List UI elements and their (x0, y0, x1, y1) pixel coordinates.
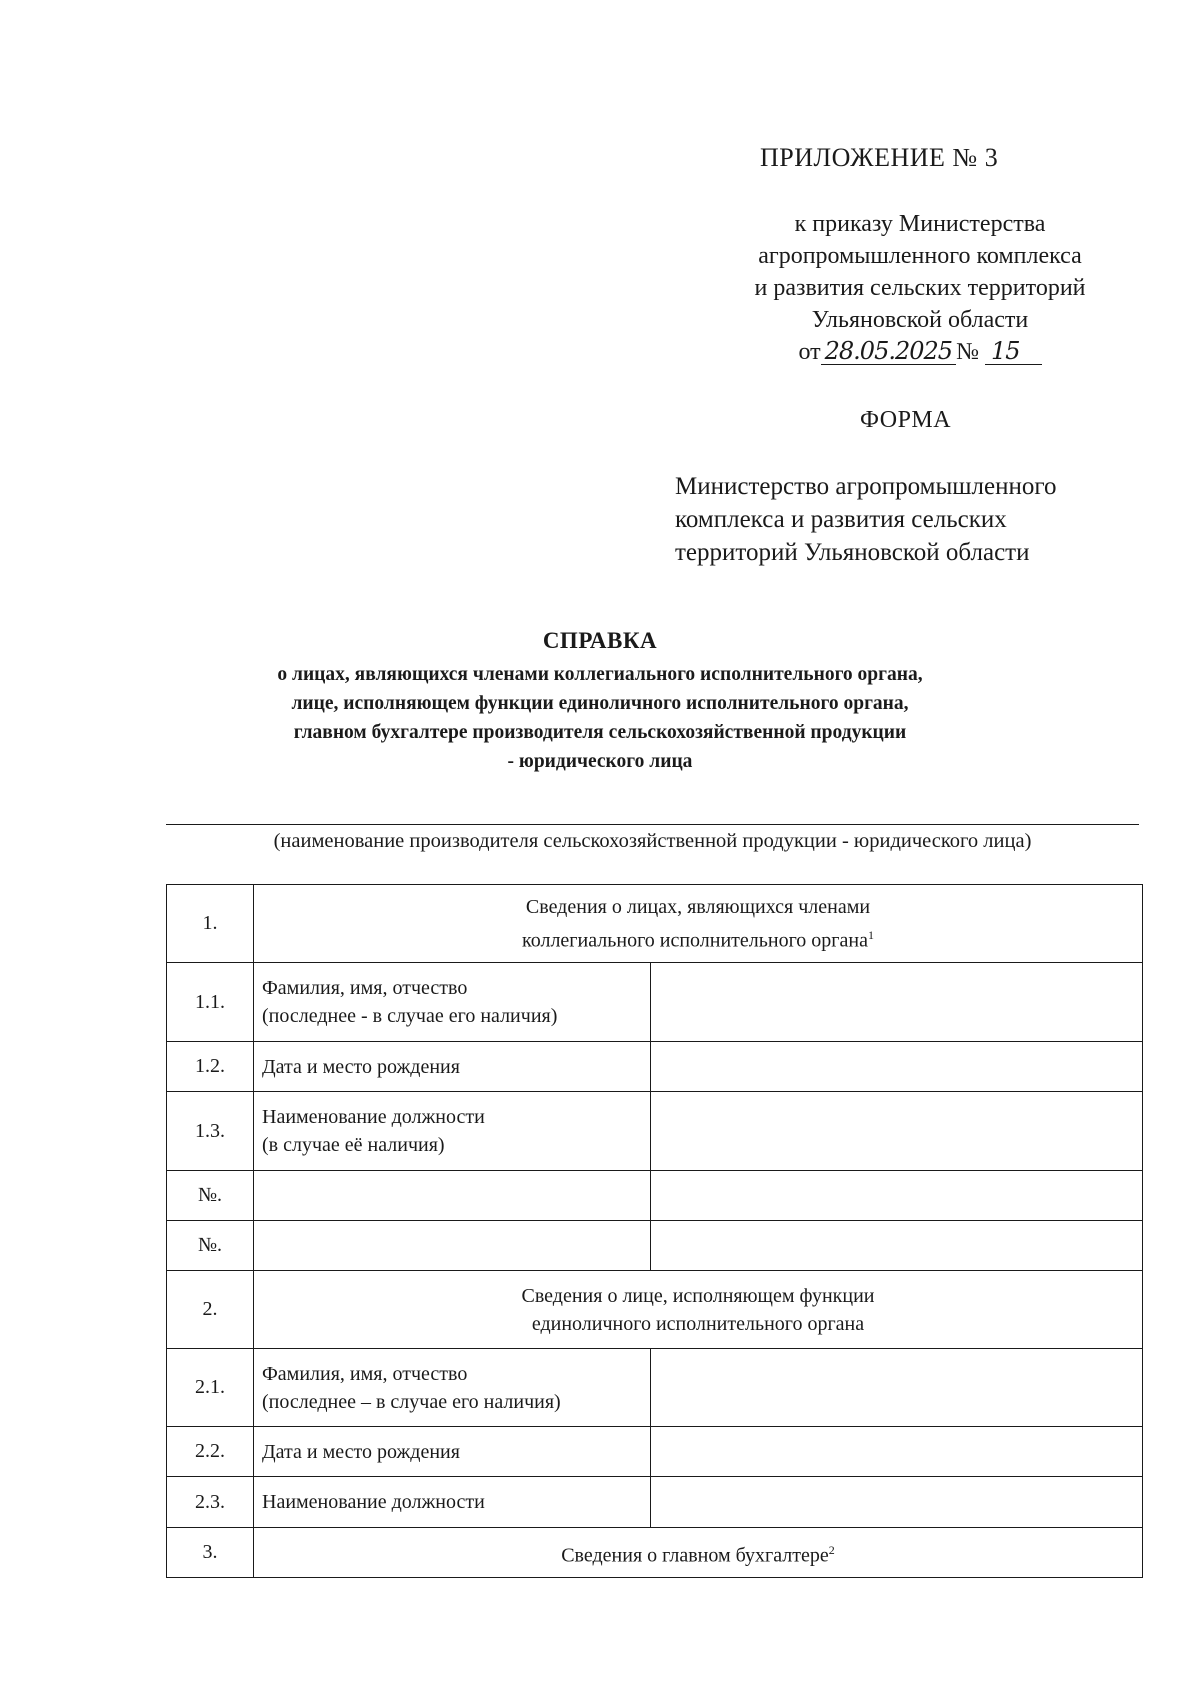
row-label (254, 1477, 651, 1528)
table-row (167, 1477, 1143, 1528)
document-subtitle-line: - юридического лица (507, 751, 693, 772)
section-header (254, 885, 1143, 963)
order-line: и развития сельских территорий (754, 275, 1086, 301)
row-number: 3. (167, 1528, 254, 1578)
value-cell[interactable] (651, 1042, 1143, 1092)
row-label-line: Фамилия, имя, отчество (262, 977, 468, 999)
row-label-line: Наименование должности (262, 1491, 485, 1513)
value-cell[interactable] (651, 1092, 1143, 1171)
addressee-block (675, 470, 1135, 569)
document-heading (130, 628, 1070, 776)
value-cell[interactable] (651, 1427, 1143, 1477)
row-label-line: (в случае её наличия) (262, 1134, 445, 1156)
section-header (254, 1528, 1143, 1578)
order-reference (700, 208, 1140, 368)
order-date-handwritten: 28.05.2025 (821, 338, 956, 365)
row-label-line: (последнее – в случае его наличия) (262, 1390, 561, 1413)
table-row (167, 1271, 1143, 1349)
row-number: 1.1. (167, 963, 254, 1042)
row-label[interactable] (254, 1171, 651, 1221)
value-cell[interactable] (651, 1349, 1143, 1427)
value-cell[interactable] (651, 1171, 1143, 1221)
section-header-text: Сведения о главном бухгалтере (561, 1544, 829, 1567)
footnote-marker: 1 (867, 927, 874, 942)
order-number-prefix: № (956, 339, 979, 365)
table-row (167, 1349, 1143, 1427)
producer-name-blank-line (166, 824, 1139, 825)
order-date-line (700, 336, 1140, 368)
row-number: №. (167, 1221, 254, 1271)
section-header-line: Сведения о лицах, являющихся членами (525, 895, 871, 918)
row-number: 1.2. (167, 1042, 254, 1092)
table-row (167, 885, 1143, 963)
row-number: 2.1. (167, 1349, 254, 1427)
table-row (167, 1092, 1143, 1171)
order-line: к приказу Министерства (794, 211, 1046, 237)
addressee-line: территорий Ульяновской области (675, 539, 1030, 566)
row-label (254, 1042, 651, 1092)
row-label-line: Фамилия, имя, отчество (262, 1362, 468, 1385)
order-line: Ульяновской области (811, 307, 1029, 333)
appendix-title: ПРИЛОЖЕНИЕ № 3 (760, 143, 999, 172)
forma-title: ФОРМА (860, 407, 952, 433)
row-label (254, 1349, 651, 1427)
document-subtitle-line: о лицах, являющихся членами коллегиального исполнительного органа, (277, 664, 923, 685)
addressee-line: Министерство агропромышленного (675, 473, 1057, 500)
table-row (167, 1528, 1143, 1578)
row-label (254, 1092, 651, 1171)
info-table (166, 884, 1143, 1578)
row-label-line: (последнее - в случае его наличия) (262, 1005, 558, 1027)
order-number-handwritten: 15 (985, 338, 1042, 365)
row-number: 2.3. (167, 1477, 254, 1528)
value-cell[interactable] (651, 1477, 1143, 1528)
table-row (167, 1221, 1143, 1271)
row-label[interactable] (254, 1221, 651, 1271)
row-number: №. (167, 1171, 254, 1221)
document-subtitle-line: главном бухгалтере производителя сельскохозяйственной продукции (293, 722, 907, 743)
row-label (254, 963, 651, 1042)
addressee-line: комплекса и развития сельских (675, 506, 1007, 533)
table-row (167, 1171, 1143, 1221)
row-label-line: Наименование должности (262, 1106, 485, 1128)
row-label-line: Дата и место рождения (262, 1440, 460, 1463)
row-number: 1.3. (167, 1092, 254, 1171)
row-label (254, 1427, 651, 1477)
table-row (167, 1042, 1143, 1092)
order-line: агропромышленного комплекса (758, 243, 1082, 269)
row-label-line: Дата и место рождения (262, 1055, 460, 1078)
document-subtitle-line: лице, исполняющем функции единоличного исполнительного органа, (291, 693, 909, 714)
section-header (254, 1271, 1143, 1349)
order-date-prefix: от (798, 339, 821, 365)
section-header-line: единоличного исполнительного органа (531, 1312, 865, 1335)
section-header-line (262, 921, 1134, 955)
section-header-line: Сведения о лице, исполняющем функции (521, 1284, 875, 1307)
row-number: 2.2. (167, 1427, 254, 1477)
footnote-marker: 2 (828, 1542, 835, 1557)
table-row (167, 1427, 1143, 1477)
row-number: 1. (167, 885, 254, 963)
producer-name-caption: (наименование производителя сельскохозяйственной продукции - юридического лица) (273, 830, 1032, 852)
value-cell[interactable] (651, 963, 1143, 1042)
row-number: 2. (167, 1271, 254, 1349)
value-cell[interactable] (651, 1221, 1143, 1271)
table-row (167, 963, 1143, 1042)
section-header-text: коллегиального исполнительного органа (522, 929, 868, 952)
document-title: СПРАВКА (542, 628, 658, 653)
